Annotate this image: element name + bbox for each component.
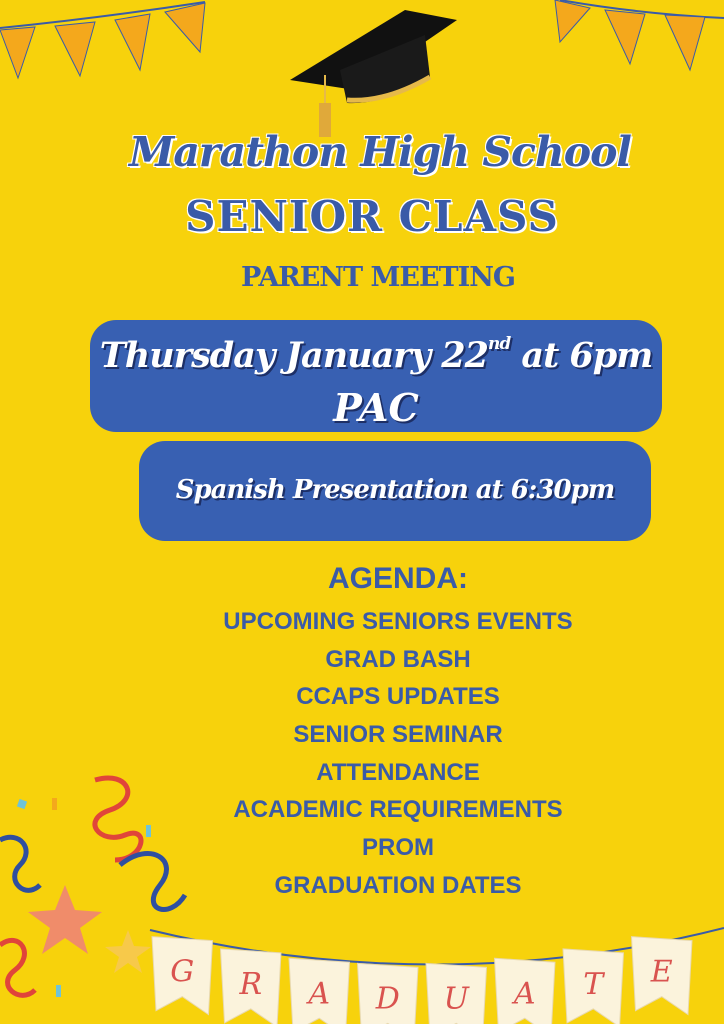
banner-flag xyxy=(289,958,350,1024)
banner-flag xyxy=(563,949,624,1024)
agenda-item: CCAPS UPDATES xyxy=(296,683,500,711)
agenda-item: ATTENDANCE xyxy=(316,758,480,786)
banner-flag xyxy=(632,937,693,1015)
class-name: SENIOR CLASS xyxy=(185,192,559,241)
agenda-item: UPCOMING SENIORS EVENTS xyxy=(223,608,573,635)
meeting-day-date: Thursday January 22 xyxy=(99,335,488,376)
star-icon xyxy=(28,885,102,954)
school-name: Marathon High School xyxy=(128,128,631,176)
agenda-item: SENIOR SEMINAR xyxy=(293,721,503,749)
banner-letter: A xyxy=(308,976,331,1012)
star-icon xyxy=(105,930,151,973)
banner-letter: R xyxy=(239,966,263,1002)
graduate-banner xyxy=(152,937,692,1024)
meeting-location: PAC xyxy=(333,385,419,430)
ordinal-suffix: nd xyxy=(487,334,511,354)
event-title: PARENT MEETING xyxy=(241,262,515,293)
agenda-item: GRADUATION DATES xyxy=(274,871,522,899)
banner-letter: U xyxy=(443,981,469,1017)
banner-flag xyxy=(426,963,487,1024)
banner-flag xyxy=(358,963,419,1024)
agenda-item: ACADEMIC REQUIREMENTS xyxy=(233,796,563,824)
graduation-cap-icon xyxy=(285,5,460,140)
confetti-streamers-icon xyxy=(0,770,724,1024)
spanish-presentation: Spanish Presentation at 6:30pm xyxy=(175,475,615,505)
meeting-date xyxy=(90,334,662,376)
banner-letter: A xyxy=(513,976,536,1012)
agenda-item: PROM xyxy=(362,834,434,862)
meeting-time: at 6pm xyxy=(510,335,653,376)
banner-flag xyxy=(152,937,213,1015)
banner-flag xyxy=(221,949,282,1024)
banner-letter: E xyxy=(650,954,673,990)
banner-letter: D xyxy=(375,981,400,1017)
agenda-title: AGENDA: xyxy=(328,562,468,595)
banner-letter: G xyxy=(170,954,195,990)
banner-letter: T xyxy=(583,966,604,1002)
banner-flag xyxy=(495,958,556,1024)
agenda-item: GRAD BASH xyxy=(325,645,471,673)
